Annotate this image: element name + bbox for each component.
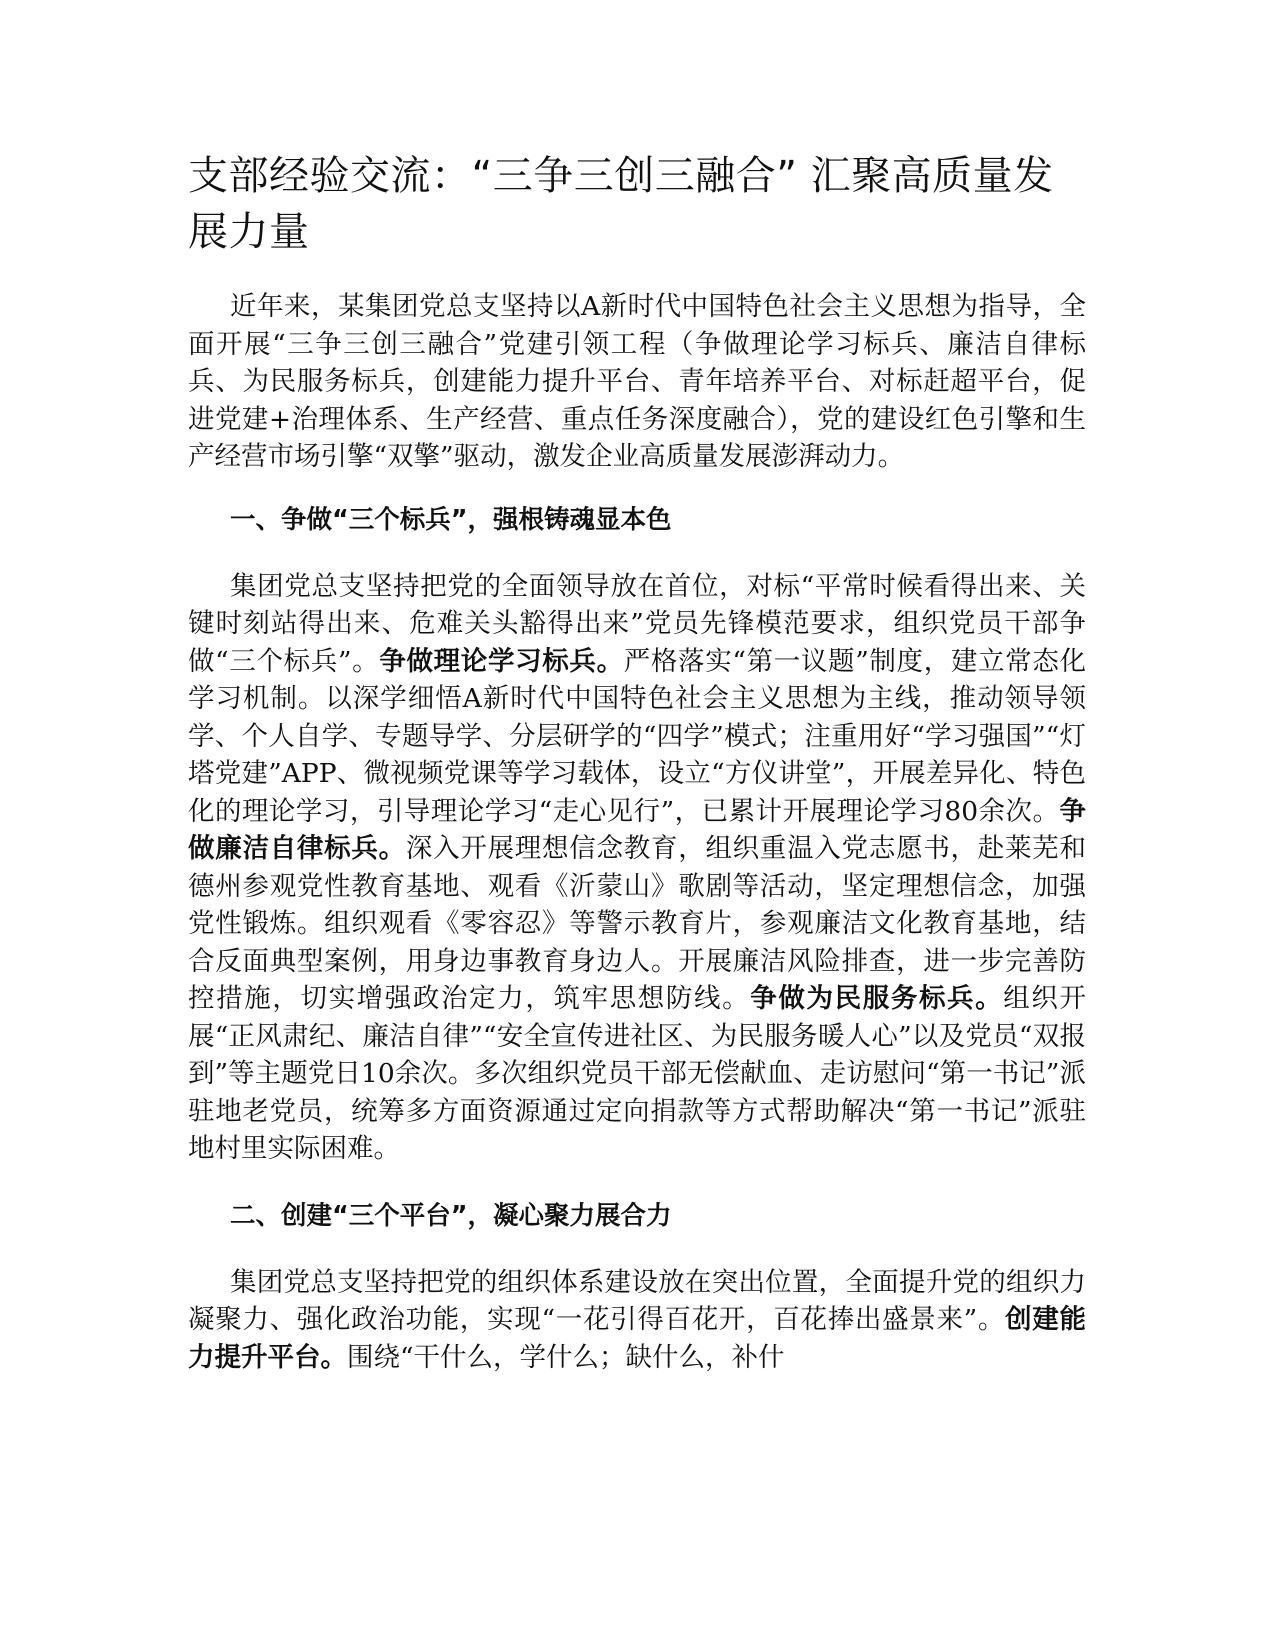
document-page (188, 148, 1086, 1376)
section-1-heading: 一、争做“三个标兵”，强根铸魂显本色 (230, 504, 672, 535)
section-1-paragraph (188, 568, 1086, 1168)
section-2-bold-1: 创建能力提升平台。 (188, 1304, 1086, 1373)
section-1-bold-2: 争做廉洁自律标兵。 (188, 795, 1086, 864)
section-1-bold-3: 争做为民服务标兵。 (750, 983, 1004, 1014)
section-1-text-3: 组织开展“正风肃纪、廉洁自律”“安全宣传进社区、为民服务暖人心”以及党员“双报到”等主题党日10余次。多次组织党员干部无偿献血、走访慰问“第一书记”派驻地老党员，统筹多方面资源通过定向捐款等方式帮助解决“第一书记”派驻地村里实际困难。 (188, 983, 1087, 1164)
section-1-lead: 集团党总支坚持把党的全面领导放在首位，对标“平常时候看得出来、关键时刻站得出来、危难关头豁得出来”党员先锋模范要求，组织党员干部争做“三个标兵”。 (188, 570, 1086, 677)
section-1-text-2: 深入开展理想信念教育，组织重温入党志愿书，赴莱芜和德州参观党性教育基地、观看《沂蒙山》歌剧等活动，坚定理想信念，加强党性锻炼。组织观看《零容忍》等警示教育片，参观廉洁文化教育基地，结合反面典型案例，用身边事教育身边人。开展廉洁风险排查，进一步完善防控措施，切实增强政治定力，筑牢思想防线。 (188, 833, 1086, 1014)
document-title: 支部经验交流：“三争三创三融合” 汇聚高质量发展力量 (188, 153, 1054, 255)
section-1-text-1: 严格落实“第一议题”制度，建立常态化学习机制。以深学细悟A新时代中国特色社会主义思想为主线，推动领导领学、个人自学、专题导学、分层研学的“四学”模式；注重用好“学习强国”“灯塔党建”APP、微视频党课等学习载体，设立“方仪讲堂”，开展差异化、特色化的理论学习，引导理论学习“走心见行”，已累计开展理论学习80余次。 (188, 645, 1086, 827)
section-2-lead: 集团党总支坚持把党的组织体系建设放在突出位置，全面提升党的组织力凝聚力、强化政治功能，实现“一花引得百花开，百花捧出盛景来”。 (188, 1266, 1086, 1335)
section-1-bold-1: 争做理论学习标兵。 (379, 645, 624, 677)
intro-paragraph: 近年来，某集团党总支坚持以A新时代中国特色社会主义思想为指导，全面开展“三争三创三融合”党建引领工程（争做理论学习标兵、廉洁自律标兵、为民服务标兵，创建能力提升平台、青年培养平台、对标赶超平台，促进党建+治理体系、生产经营、重点任务深度融合），党的建设红色引擎和生产经营市场引擎“双擎”驱动，激发企业高质量发展澎湃动力。 (188, 291, 1086, 472)
section-2-text-1: 围绕“干什么，学什么；缺什么，补什 (347, 1341, 785, 1373)
section-2-paragraph (188, 1264, 1086, 1377)
section-2-heading: 二、创建“三个平台”，凝心聚力展合力 (230, 1200, 672, 1231)
